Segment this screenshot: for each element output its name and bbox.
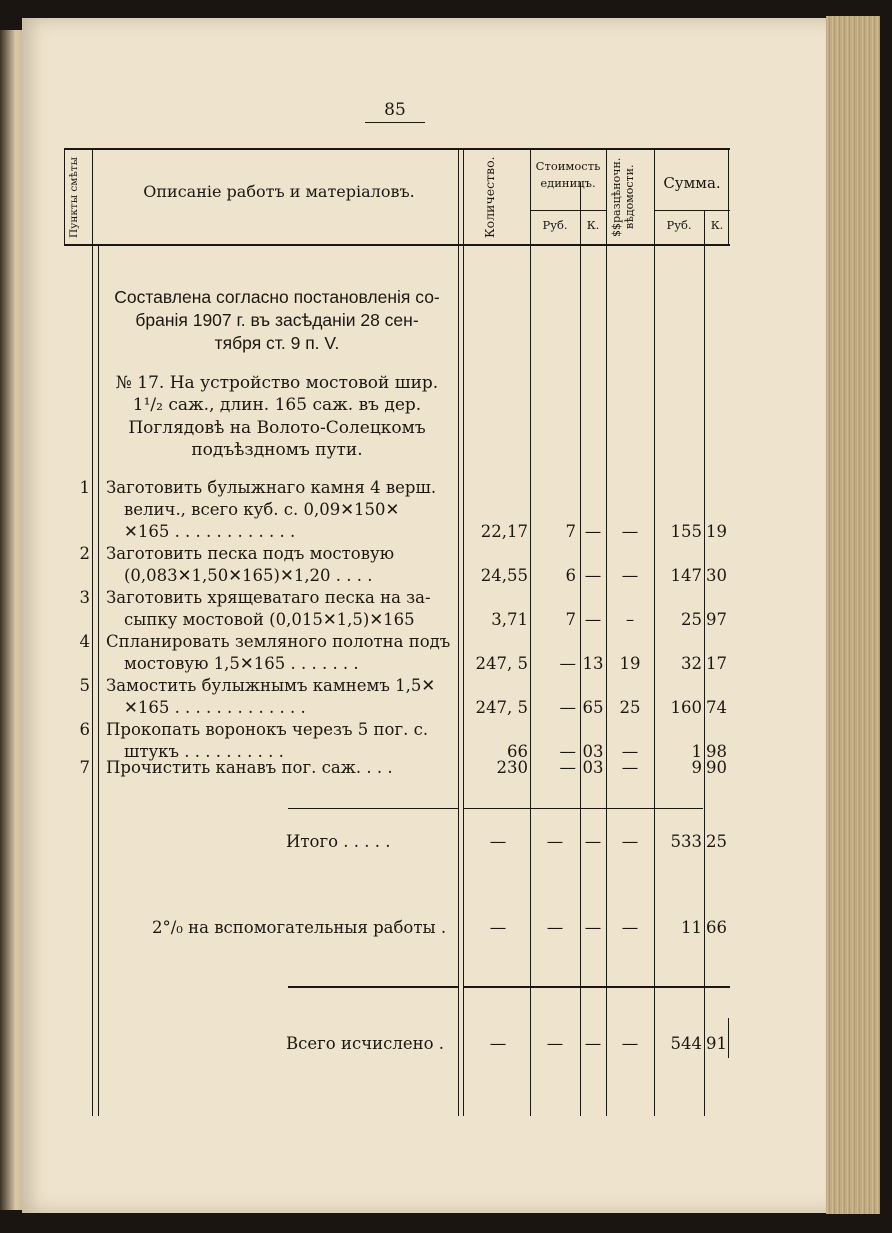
header-sum-rub: Руб.: [666, 218, 692, 232]
item-quantity: 3,71: [491, 610, 528, 629]
total-rule-1-left: [288, 808, 458, 809]
project-title-line: Поглядовѣ на Волото-Солецкомъ: [128, 417, 426, 438]
item-sum-rub: 9: [691, 758, 702, 777]
unit-cost-subrule: [530, 210, 606, 211]
total-sum-rub: 533: [670, 832, 702, 851]
header-unit-kop: К.: [586, 218, 600, 232]
header-sum-kop: К.: [710, 218, 724, 232]
page-edges: [826, 16, 880, 1214]
frame-right-bottom: [728, 1018, 729, 1058]
item-unit-kop: —: [584, 566, 602, 585]
item-unit-kop: —: [584, 610, 602, 629]
item-unit-rub: —: [559, 742, 576, 761]
total-sum-kop: 25: [706, 832, 727, 851]
header-description: Описаніе работъ и матеріаловъ.: [143, 182, 415, 201]
item-sum-kop: 74: [706, 698, 727, 717]
item-number: 2: [79, 544, 90, 563]
total-unit-kop: —: [584, 1034, 602, 1053]
item-unit-kop: 65: [582, 698, 604, 717]
sum-subrule: [654, 210, 730, 211]
total-label: Итого . . . . .: [286, 832, 391, 851]
item-unit-rub: —: [559, 654, 576, 673]
item-unit-kop: 03: [582, 758, 604, 777]
col-line-points: [92, 148, 93, 1116]
item-unit-rub: —: [559, 758, 576, 777]
col-line-desc-b: [463, 148, 464, 1116]
item-quantity: 230: [496, 758, 528, 777]
item-unit-kop: 13: [582, 654, 604, 673]
item-sum-rub: 155: [670, 522, 702, 541]
item-number: 3: [79, 588, 90, 607]
item-sum-kop: 30: [706, 566, 727, 585]
item-unit-rub: 6: [565, 566, 576, 585]
item-description-line: Замостить булыжнымъ камнемъ 1,5✕: [106, 676, 436, 695]
item-sum-rub: 147: [670, 566, 702, 585]
total-statement: —: [621, 832, 639, 851]
item-statement: 25: [619, 698, 641, 717]
page-number: 85: [365, 100, 425, 123]
item-description-line: Прочистить канавъ пог. саж. . . .: [106, 758, 393, 777]
total-sum-kop: 66: [706, 918, 727, 937]
total-quantity: —: [489, 1034, 507, 1053]
intro-line: Составлена согласно постановленія со-: [114, 287, 440, 307]
item-description-line: велич., всего куб. с. 0,09✕150✕: [124, 500, 400, 519]
total-unit-rub: —: [546, 918, 564, 937]
total-unit-kop: —: [584, 918, 602, 937]
item-description-line: Заготовить хрящеватаго песка на за-: [106, 588, 431, 607]
project-title-line: подъѣздномъ пути.: [191, 440, 363, 461]
total-label: 2°/₀ на вспомогательныя работы .: [152, 918, 447, 937]
total-sum-kop: 91: [706, 1034, 727, 1053]
item-number: 6: [79, 720, 90, 739]
item-sum-kop: 98: [706, 742, 727, 761]
item-sum-rub: 160: [670, 698, 702, 717]
header-bottom-rule: [64, 244, 730, 246]
item-description-line: ✕165 . . . . . . . . . . . .: [124, 522, 296, 541]
item-unit-kop: —: [584, 522, 602, 541]
item-quantity: 22,17: [480, 522, 528, 541]
item-sum-rub: 25: [681, 610, 702, 629]
header-sum: Сумма.: [663, 174, 721, 192]
item-statement: 19: [619, 654, 641, 673]
item-description-line: сыпку мостовой (0,015✕1,5)✕165: [124, 610, 415, 629]
total-unit-kop: —: [584, 832, 602, 851]
frame-left: [64, 148, 65, 244]
item-description-line: Спланировать земляного полотна подъ: [106, 632, 451, 651]
total-rule-2-right: [463, 986, 730, 988]
total-sum-rub: 544: [670, 1034, 702, 1053]
item-sum-kop: 17: [706, 654, 727, 673]
intro-text: [98, 286, 456, 354]
item-statement: –: [625, 610, 635, 629]
item-unit-rub: 7: [565, 610, 576, 629]
header-points: Пункты смѣты: [68, 157, 80, 239]
table-top-rule: [64, 148, 730, 150]
intro-line: бранія 1907 г. въ засѣданіи 28 сен-: [135, 309, 419, 330]
item-sum-kop: 97: [706, 610, 727, 629]
total-sum-rub: 11: [681, 918, 702, 937]
total-quantity: —: [489, 918, 507, 937]
item-statement: —: [621, 742, 639, 761]
col-line-unit: [606, 148, 607, 1116]
item-sum-kop: 90: [706, 758, 727, 777]
item-sum-rub: 1: [691, 742, 702, 761]
item-quantity: 66: [507, 742, 528, 761]
item-description-line: Заготовить булыжнаго камня 4 верш.: [106, 478, 437, 497]
item-number: 5: [79, 676, 90, 695]
header-quantity: Количество.: [482, 156, 497, 238]
total-statement: —: [621, 1034, 639, 1053]
header-unit-rub: Руб.: [542, 218, 568, 232]
item-statement: —: [621, 566, 639, 585]
item-number: 1: [79, 478, 90, 497]
item-statement: —: [621, 522, 639, 541]
total-rule-1-right: [463, 808, 703, 809]
total-statement: —: [621, 918, 639, 937]
intro-line: тября ст. 9 п. V.: [214, 332, 340, 353]
project-title-line: № 17. На устройство мостовой шир.: [115, 373, 439, 393]
item-number: 4: [79, 632, 90, 651]
item-statement: —: [621, 758, 639, 777]
item-quantity: 247, 5: [475, 654, 528, 673]
col-line-statement: [654, 148, 655, 1116]
item-quantity: 24,55: [480, 566, 528, 585]
item-description-line: Прокопать воронокъ черезъ 5 пог. с.: [106, 720, 429, 739]
item-description-line: ✕165 . . . . . . . . . . . . .: [124, 698, 306, 717]
item-sum-kop: 19: [706, 522, 727, 541]
item-description-line: (0,083✕1,50✕165)✕1,20 . . . .: [124, 566, 373, 585]
item-description-line: мостовую 1,5✕165 . . . . . . .: [124, 654, 359, 673]
item-description-line: Заготовить песка подъ мостовую: [106, 544, 395, 563]
total-label: Всего исчислено .: [286, 1034, 445, 1053]
total-quantity: —: [489, 832, 507, 851]
item-sum-rub: 32: [681, 654, 702, 673]
estimate-table: [64, 148, 730, 1116]
header-unit-cost: Стоимость единицъ.: [535, 159, 601, 191]
item-unit-rub: 7: [565, 522, 576, 541]
col-line-unit-rub: [580, 182, 581, 1116]
item-description-line: штукъ . . . . . . . . . .: [124, 742, 284, 761]
item-unit-kop: 03: [582, 742, 604, 761]
header-statement: $$разцѣночн. вѣдомости.: [610, 157, 637, 237]
col-line-desc-a: [458, 148, 459, 1116]
item-quantity: 247, 5: [475, 698, 528, 717]
total-unit-rub: —: [546, 1034, 564, 1053]
total-unit-rub: —: [546, 832, 564, 851]
total-rule-2-left: [288, 986, 458, 988]
item-number: 7: [79, 758, 90, 777]
item-unit-rub: —: [559, 698, 576, 717]
project-title-line: 1¹/₂ саж., длин. 165 саж. въ дер.: [132, 395, 422, 416]
project-title: [98, 372, 456, 462]
col-line-qty: [530, 148, 531, 1116]
